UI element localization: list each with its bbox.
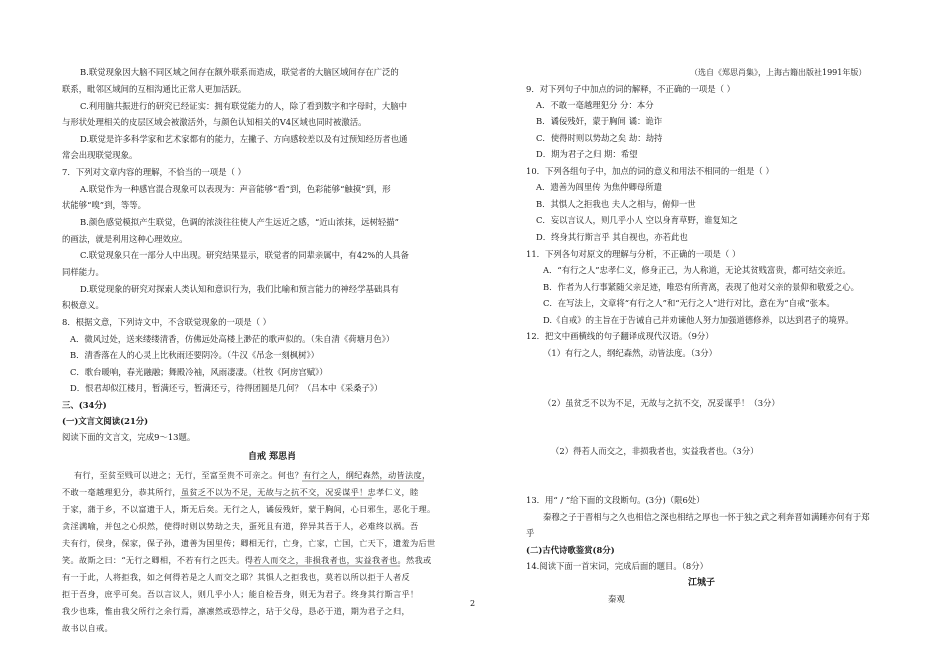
q7-option-d-line1: D.联觉现象的研究对探索人类认知和意识行为，我们比喻和预言能力的神经学基础具有	[80, 284, 399, 294]
q9-option-a: A．不敢一毫越理犯分 分：本分	[536, 100, 654, 110]
q14-stem: 14.阅读下面一首宋词，完成后面的题目。（8分）	[526, 561, 708, 571]
q7-option-a-line1: A.联觉作为一种感官混合现象可以表现为：声音能够“看”到，色彩能够“触摸”到，形	[80, 184, 391, 194]
q8-option-a: A．微风过处，送来缕缕清香，仿佛远处高楼上渺茫的歌声似的。（朱自清《荷塘月色》）	[70, 334, 395, 344]
essay-line: 夫有行，侯身，保家，保子孙，遗善为国里传；卿相无行，亡身，亡家，亡国，亡天下，遗羞为后世	[62, 538, 436, 548]
q13-text-line2: 乎	[526, 528, 535, 538]
q6-option-d-line2: 常会出现联觉现象。	[62, 150, 138, 160]
source-citation: （选自《郑思肖集》，上海古籍出版社1991年版）	[690, 68, 867, 77]
q7-option-a-line2: 状能够“嗅”到，等等。	[62, 200, 146, 210]
essay-line: 不敢一毫越理犯分，恭其所行，虽贫乏不以为不足，无故与之抗不交，况妥谋乎！忠孝仁义，睦	[62, 487, 419, 497]
q6-option-c-line1: C.利用脑共振进行的研究已经证实：拥有联觉能力的人，除了看到数字和字母时，大脑中	[80, 101, 408, 111]
q12-stem: 12．把文中画横线的句子翻译成现代汉语。（9分）	[526, 331, 714, 341]
q6-option-c-line2: 与形状处理相关的皮层区域会被激活外，与颜色认知相关的V4区域也同时被激活。	[62, 117, 367, 127]
q8-stem: 8．根据文意，下列诗文中，不含联觉现象的一项是（ ）	[62, 317, 271, 327]
essay-line: 笑。故斯之曰：“无行之卿相，不若有行之匹夫。得若人而交之，非损我者也，实益我者也。然我或	[62, 555, 432, 565]
q10-option-b: B．其惧人之拒我也 夫人之相与，俯仰一世	[536, 199, 696, 209]
q11-option-d: D.《自戒》的主旨在于告诫自己并劝谏他人努力加强道德修养，以达到君子的境界。	[543, 315, 854, 325]
q8-option-c: C．歌台暖响，春光融融；舞殿冷袖，风雨凄凄。（杜牧《阿房宫赋》）	[70, 367, 328, 377]
q10-option-d: D．终身其行斯言乎 其自视也，亦若此也	[536, 232, 688, 242]
poem-author: 秦观	[608, 594, 625, 604]
reading-instruction: 阅读下面的文言文，完成9～13题。	[62, 432, 196, 442]
q7-stem: 7．下列对文章内容的理解，不恰当的一项是（ ）	[62, 167, 246, 177]
q6-option-b-line2: 联系，毗邻区域间的互相沟通比正常人更加活跃。	[62, 84, 247, 94]
q9-option-b: B．谲佞残奸，蒙于胸间 谲：诡诈	[536, 116, 663, 126]
q13-text-line1: 秦穆之子于晋相与之久也相信之深也相结之厚也一怀于独之武之利奔晋如满睡亦何有于郑	[543, 512, 870, 522]
q7-option-c-line1: C.联觉现象只在一部分人中出现。研究结果显示，联觉者的同辈亲属中，有42%的人具备	[80, 250, 409, 260]
q12-part-3: （2）得若人而交之，非损我者也，实益我者也。（3分）	[551, 446, 759, 456]
q12-part-2: （2）虽贫乏不以为不足，无故与之抗不交，况妥谋乎！（3分）	[543, 398, 780, 408]
q11-option-a: A．“有行之人”忠孝仁义，修身正己，为人称道，无论其贫贱富贵，都可结交亲近。	[543, 265, 851, 275]
q10-option-a: A．遗善为闾里传 为焦仲卿母所遣	[536, 182, 662, 192]
essay-line: 有一于此，人将拒我，如之何得若是之人而交之耶？其惧人之拒我也，莫若以所以拒于人者反	[62, 572, 410, 582]
classical-chinese-heading: (一)文言文阅读(21分)	[62, 416, 149, 426]
essay-line: 于家，蒲于乡，不以富遗于人，斯无后矣。无行之人，谲佞残奸，蒙于胸间，心日邪生，恶化于理。	[62, 504, 436, 514]
essay-line: 我少也珠，惟由我父所行之余行焉，凛凛然或恐悖之，玷于父母，恳必于道，期为君子之归，	[62, 606, 410, 616]
q11-option-c: C．在写法上，文章将“有行之人”和“无行之人”进行对比，意在为“自戒”张本。	[543, 298, 835, 308]
section-3-heading: 三、(34分)	[62, 400, 107, 410]
q8-option-d: D．恨君却似江楼月，暂满还亏，暂满还亏，待得团圆是几何？（吕本中《采桑子》）	[70, 383, 383, 393]
page-number: 2	[470, 599, 476, 608]
q12-part-1: （1）有行之人，纲纪森然，动皆法度。（3分）	[543, 348, 717, 358]
q9-stem: 9．对下列句子中加点的词的解释，不正确的一项是（ ）	[526, 84, 735, 94]
essay-line: 拒于吾身，庶乎可矣。吾以言议人，则几乎小人；能自检吾身，则无为君子。终身其行斯言乎！	[62, 589, 419, 599]
q10-option-c: C．妄以言议人，则几乎小人 空以身育草野，谁复知之	[536, 215, 738, 225]
q9-option-c: C．使得时则以势劫之矣 劫：劫持	[536, 133, 663, 143]
q13-stem: 13．用“ / ”给下面的文段断句。(3分)（限6处）	[526, 495, 705, 505]
q10-stem: 10．下列各组句子中，加点的词的意义和用法不相同的一组是（ ）	[526, 166, 774, 176]
q6-option-b-line1: B.联觉现象因大脑不同区域之间存在额外联系而造成，联觉者的大脑区域间存在广泛的	[80, 67, 399, 77]
q11-stem: 11．下列各句对原文的理解与分析，不正确的一项是（ ）	[526, 249, 741, 259]
q7-option-b-line2: 的画法，就是利用这种心理效应。	[62, 234, 188, 244]
q7-option-c-line2: 同样能力。	[62, 267, 104, 277]
essay-title: 自戒 郑思肖	[248, 452, 297, 462]
poetry-section-heading: (二)古代诗歌鉴赏(8分)	[526, 545, 615, 555]
essay-line: 故书以自戒。	[62, 623, 113, 633]
q6-option-d-line1: D.联觉是许多科学家和艺术家都有的能力，左撇子、方向感较差以及有过预知经历者也通	[80, 134, 408, 144]
q9-option-d: D．期为君子之归 期：希望	[536, 149, 638, 159]
poem-title: 江城子	[688, 578, 716, 588]
q7-option-d-line2: 积极意义。	[62, 300, 104, 310]
q7-option-b-line1: B.颜色感觉模拟产生联觉，色调的浓淡往往使人产生远近之感，“近山浓抹，远树轻描”	[80, 217, 399, 227]
q11-option-b: B．作者为人行事紧随父亲足迹，唯恐有所背离，表现了他对父亲的景仰和敬爱之心。	[543, 282, 860, 292]
essay-line: 贪淫满喻，并包之心炽然，使得时则以势劫之夫，蛋死且有道，猝异其吾于人，必难终以祸。吾	[62, 521, 419, 531]
q8-option-b: B．清香落在人的心灵上比秋雨还要阴冷。（牛汉《吊念一刻枫树》）	[70, 350, 320, 360]
essay-line: 有行，至贫至贱可以进之；无行，至富至贵不可亲之。何也？有行之人，纲纪森然，动皆法度，	[74, 470, 431, 480]
